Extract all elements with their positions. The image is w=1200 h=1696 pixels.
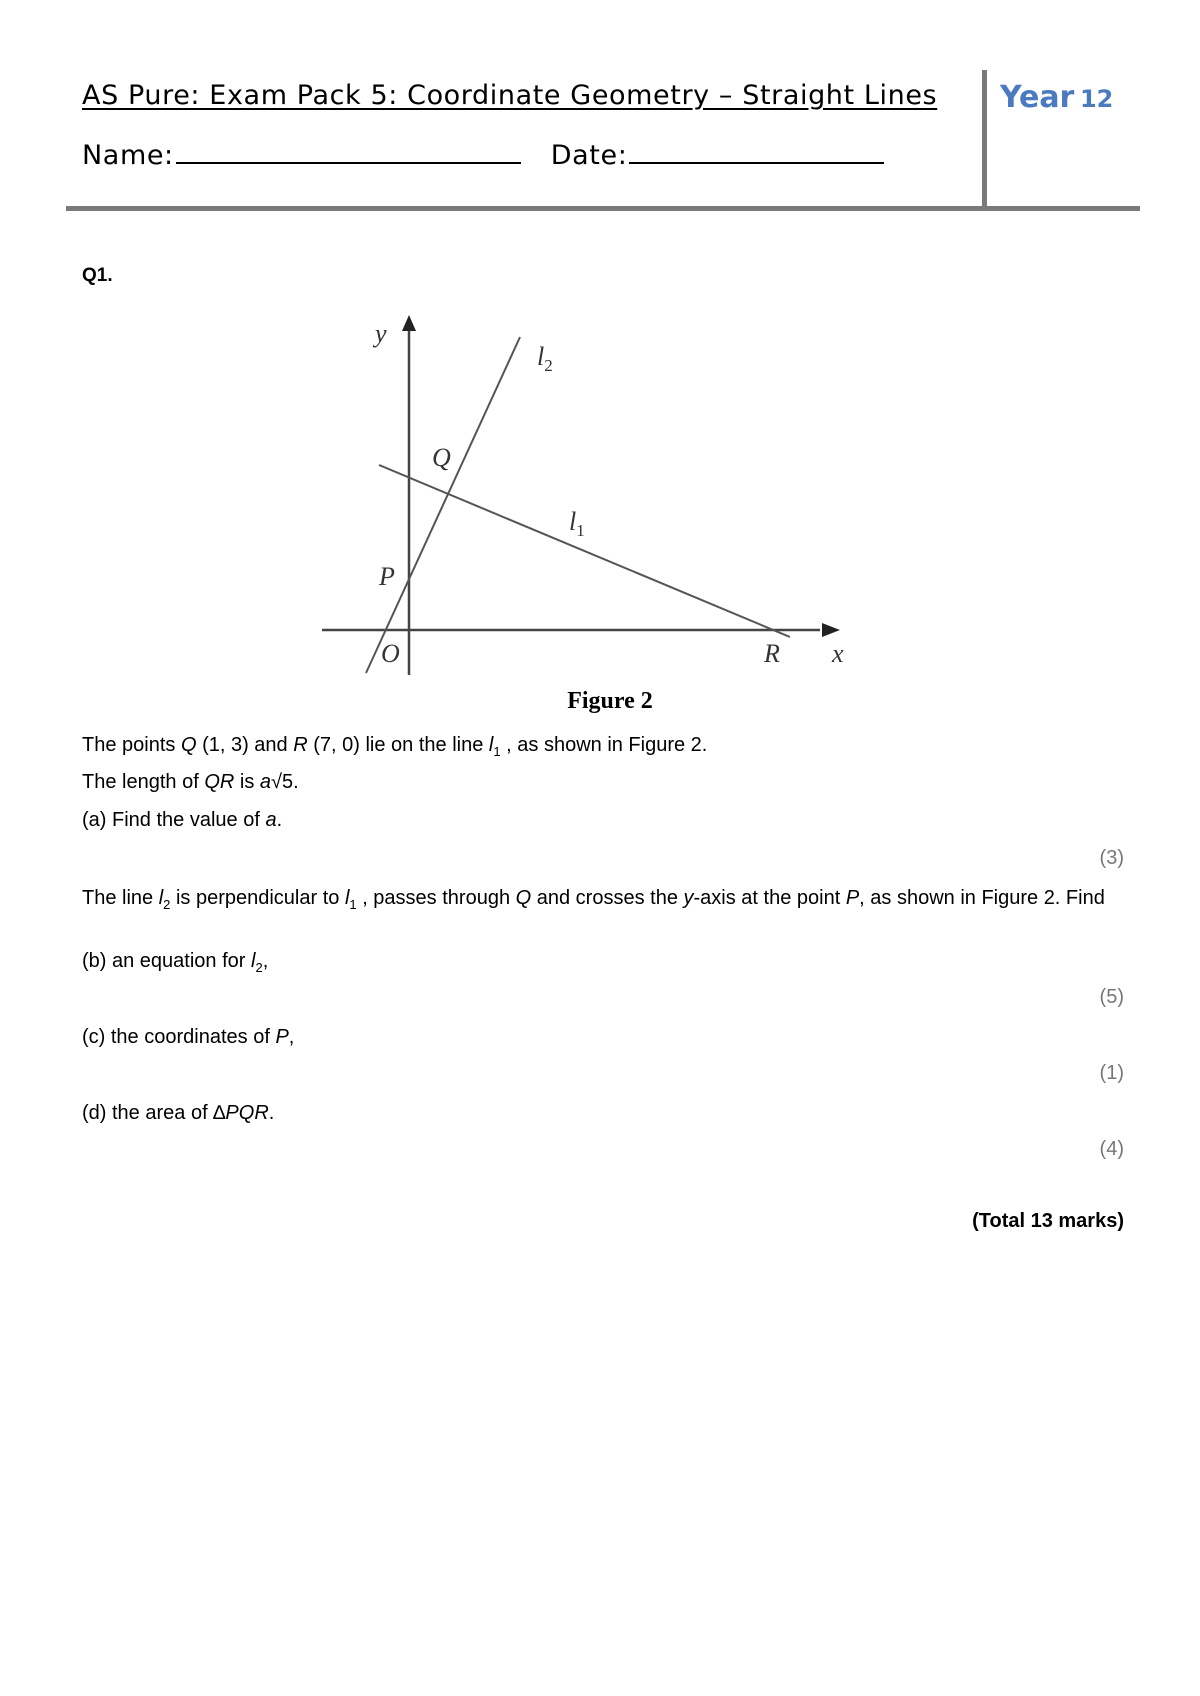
part-a-a: a [265, 809, 277, 831]
intro-l-subscript: 1 [493, 744, 501, 759]
name-blank-line[interactable] [176, 161, 521, 164]
name-label: Name: [82, 140, 174, 171]
part-b-text [82, 949, 268, 980]
date-blank-line[interactable] [629, 161, 884, 164]
part-c-marks: (1) [1099, 1062, 1124, 1084]
line2-p: P [845, 887, 860, 909]
length-text [82, 770, 299, 794]
point-p-label: P [379, 562, 395, 591]
date-label: Date: [550, 140, 628, 171]
intro-r: R [293, 734, 308, 756]
origin-label: O [381, 639, 400, 668]
part-b-text-1: (b) an equation for [82, 950, 251, 972]
part-d-text [82, 1101, 274, 1125]
part-a-text-1: (a) Find the value of [82, 809, 266, 831]
l2-label [537, 342, 553, 375]
part-c-text-1: (c) the coordinates of [82, 1026, 276, 1048]
line-l1 [379, 465, 790, 637]
length-text-2: is [234, 771, 260, 793]
line2-l-subscript: 2 [163, 897, 171, 912]
line2-text-3: , passes through [356, 887, 516, 909]
part-d-marks: (4) [1099, 1138, 1124, 1160]
x-axis-label: x [832, 639, 844, 668]
line2-l: l [158, 887, 164, 909]
header-vertical-divider [982, 70, 987, 208]
x-axis-arrow [822, 623, 840, 637]
l2-label-subscript: 2 [544, 356, 553, 375]
line-l2 [366, 337, 520, 673]
part-a-text-2: . [276, 809, 283, 831]
part-c-text [82, 1025, 294, 1049]
part-b-text-2: , [262, 950, 269, 972]
line2-l1: l [344, 887, 350, 909]
y-axis-arrow [402, 315, 416, 331]
part-c-text-2: , [288, 1026, 295, 1048]
part-b-l-subscript: 2 [255, 960, 263, 975]
part-a-text [82, 808, 282, 832]
header-bottom-rule [66, 206, 1140, 211]
line2-text-2: is perpendicular to [170, 887, 345, 909]
length-qr: QR [204, 771, 235, 793]
figure-caption: Figure 2 [567, 688, 653, 714]
length-root: √5. [271, 771, 299, 793]
point-r-label: R [764, 639, 780, 668]
year-number: 12 [1079, 85, 1114, 113]
length-a: a [259, 771, 271, 793]
line2-text [82, 886, 1132, 917]
l1-label [569, 507, 585, 540]
year-badge [1000, 80, 1113, 115]
line2-l1-subscript: 1 [349, 897, 357, 912]
l1-label-base: l [569, 507, 577, 536]
part-a-marks: (3) [1099, 847, 1124, 869]
worksheet-header [66, 70, 1140, 210]
line2-y: y [683, 887, 694, 909]
intro-text-2: (1, 3) and [196, 734, 294, 756]
year-word: Year [1000, 80, 1075, 115]
worksheet-title: AS Pure: Exam Pack 5: Coordinate Geometry – Straight Lines [82, 80, 938, 111]
part-b-marks: (5) [1099, 986, 1124, 1008]
line2-q: Q [515, 887, 532, 909]
coordinate-diagram [310, 315, 910, 695]
name-date-row [82, 140, 884, 171]
length-text-1: The length of [82, 771, 205, 793]
y-axis-label: y [375, 319, 387, 348]
part-d-text-2: . [268, 1102, 275, 1124]
intro-q: Q [180, 734, 197, 756]
line2-text-4: and crosses the [531, 887, 684, 909]
intro-text-4: , as shown in Figure 2. [500, 734, 708, 756]
l2-label-base: l [537, 342, 545, 371]
l1-label-subscript: 1 [576, 521, 585, 540]
intro-l: l [488, 734, 494, 756]
intro-text [82, 733, 707, 764]
part-d-text-1: (d) the area of ∆ [82, 1102, 226, 1124]
line2-text-6: , as shown in Figure 2. Find [859, 887, 1105, 909]
line2-text-5: -axis at the point [693, 887, 846, 909]
intro-text-1: The points [82, 734, 181, 756]
part-d-pqr: PQR [225, 1102, 269, 1124]
intro-text-3: (7, 0) lie on the line [307, 734, 489, 756]
point-q-label: Q [432, 443, 451, 472]
line2-text-1: The line [82, 887, 159, 909]
part-b-l: l [251, 950, 256, 972]
figure-2 [310, 315, 910, 725]
total-marks: (Total 13 marks) [972, 1210, 1124, 1232]
question-label: Q1. [82, 265, 113, 286]
part-c-p: P [275, 1026, 289, 1048]
